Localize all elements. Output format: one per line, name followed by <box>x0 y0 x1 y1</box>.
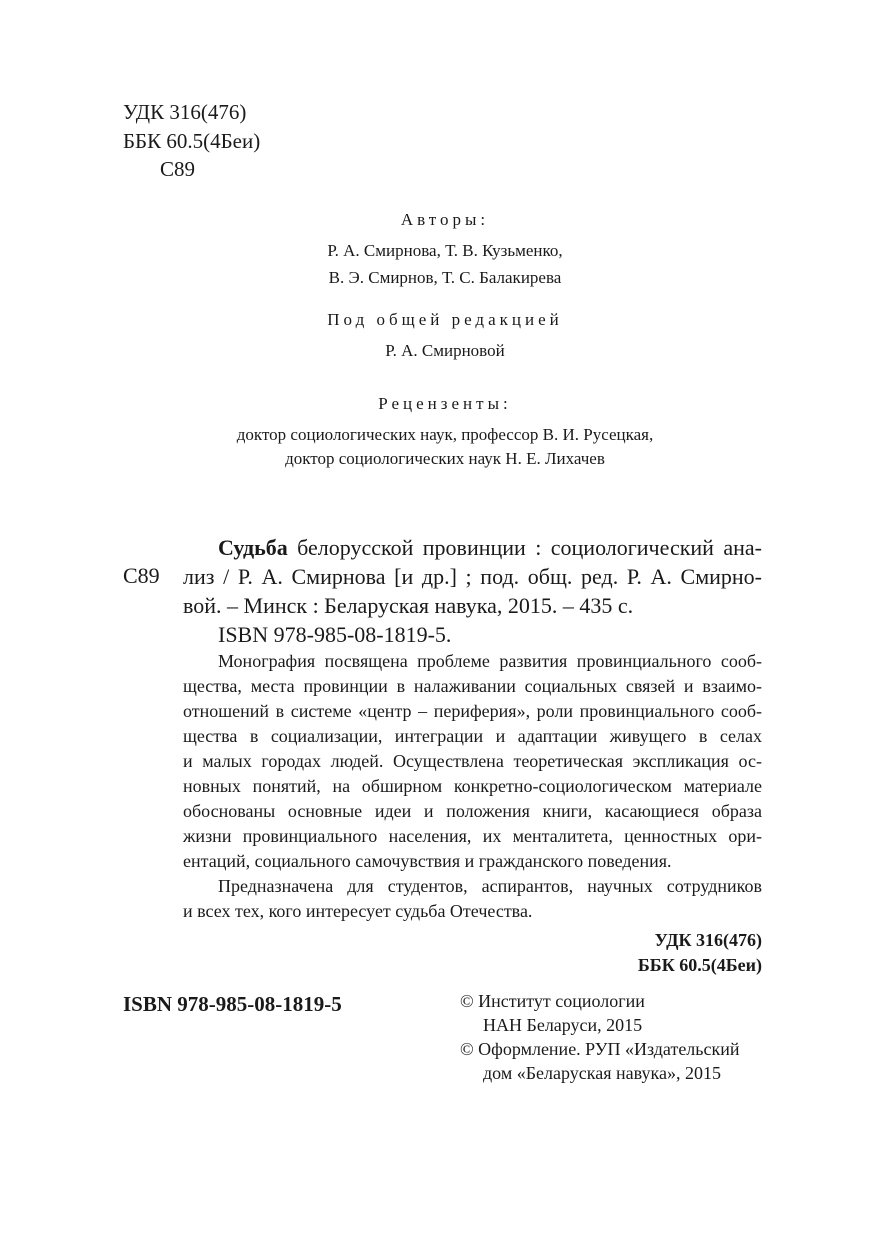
udk-code: УДК 316(476) <box>123 100 247 124</box>
abstract-line: щества в социализации, интеграции и адаптации живущего в селах <box>183 726 762 746</box>
reviewers-heading: Рецензенты: <box>378 394 512 413</box>
abstract-line: и всех тех, кого интересует судьба Отечества. <box>183 901 533 921</box>
abstract-line: новных понятий, на обширном конкретно-социологическом материале <box>183 776 762 796</box>
footer-isbn: ISBN 978-985-08-1819-5 <box>123 992 342 1016</box>
bbk-code: ББК 60.5(4Беи) <box>123 129 261 153</box>
editor-heading: Под общей редакцией <box>327 310 563 329</box>
copyright-line: НАН Беларуси, 2015 <box>483 1015 643 1035</box>
bib-line: вой. – Минск : Беларуская навука, 2015. – 435 с. <box>183 593 634 618</box>
abstract-line: Предназначена для студентов, аспирантов, научных сотрудников <box>218 876 762 896</box>
abstract-line: Монография посвящена проблеме развития провинциального сооб- <box>218 651 762 671</box>
bib-author-mark: С89 <box>123 563 160 588</box>
abstract-line: обоснованы основные идеи и положения книги, касающиеся образа <box>183 801 762 821</box>
bib-line: лиз / Р. А. Смирнова [и др.] ; под. общ. ред. Р. А. Смирно- <box>183 564 762 589</box>
authors-line: Р. А. Смирнова, Т. В. Кузьменко, <box>327 241 563 260</box>
bib-title: Судьба <box>218 535 288 560</box>
reviewer-line: доктор социологических наук Н. Е. Лихачев <box>285 449 605 468</box>
author-mark: С89 <box>160 157 196 181</box>
reviewer-line: доктор социологических наук, профессор В. И. Русецкая, <box>236 425 654 444</box>
editor-name: Р. А. Смирновой <box>385 341 505 360</box>
abstract-line: отношений в системе «центр – периферия», роли провинциального сооб- <box>183 701 762 721</box>
bib-line-text: белорусской провинции : социологический ана- <box>287 535 762 560</box>
abstract-line: щества, места провинции в налаживании социальных связей и взаимо- <box>183 676 762 696</box>
abstract-line: ентаций, социального самочувствия и гражданского поведения. <box>183 851 672 871</box>
footer-udk: УДК 316(476) <box>654 930 762 950</box>
copyright-line: © Институт социологии <box>460 991 645 1011</box>
footer-bbk: ББК 60.5(4Беи) <box>637 955 762 975</box>
bib-isbn: ISBN 978-985-08-1819-5. <box>218 622 452 647</box>
abstract-line: и малых городах людей. Осуществлена теоретическая экспликация ос- <box>183 751 762 771</box>
bib-line <box>218 533 762 562</box>
abstract-line: жизни провинциального населения, их менталитета, ценностных ори- <box>183 826 762 846</box>
authors-line: В. Э. Смирнов, Т. С. Балакирева <box>328 268 562 287</box>
copyright-line: дом «Беларуская навука», 2015 <box>483 1063 721 1083</box>
authors-heading: Авторы: <box>400 210 490 229</box>
copyright-line: © Оформление. РУП «Издательский <box>460 1039 740 1059</box>
